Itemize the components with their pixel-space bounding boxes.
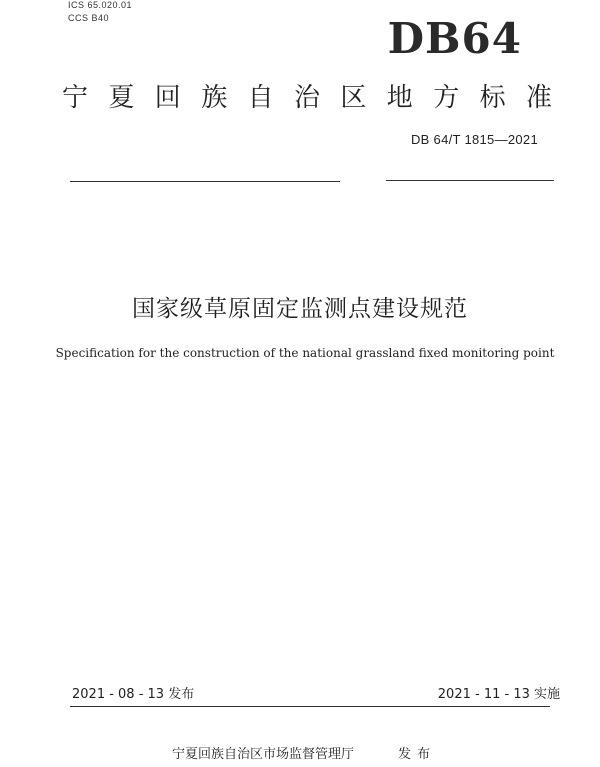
issue-date: 2021 - 08 - 13 发布	[72, 687, 195, 702]
footer-rule	[70, 706, 550, 707]
document-title-english: Specification for the construction of the national grassland fixed monitoring point	[55, 346, 555, 360]
header-rule-left	[70, 181, 340, 182]
issue-label: 发布	[398, 747, 437, 762]
standard-number: DB 64/T 1815—2021	[410, 132, 538, 147]
document-title-chinese: 国家级草原固定监测点建设规范	[132, 296, 468, 322]
db64-logo: DB64	[387, 14, 522, 63]
ccs-code: CCS B40	[68, 13, 110, 23]
issuing-authority-heading: 宁夏回族自治区地方标准	[62, 83, 552, 113]
implementation-date: 2021 - 11 - 13 实施	[437, 687, 560, 702]
ics-code: ICS 65.020.01	[68, 0, 133, 10]
header-rule-right	[386, 180, 554, 181]
issuing-organization: 宁夏回族自治区市场监督管理厅	[172, 747, 355, 762]
